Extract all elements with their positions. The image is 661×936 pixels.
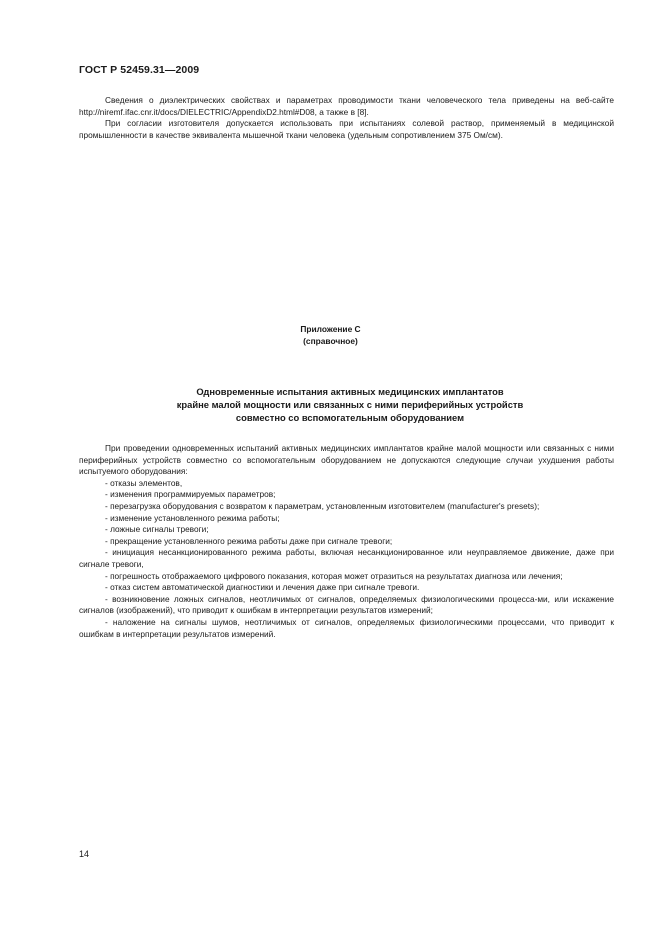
list-item: - наложение на сигналы шумов, неотличимых от сигналов, определяемых физиологическими процессами, что приводит к ошибкам в интерпретации результатов измерений. <box>79 616 614 639</box>
appendix-type: (справочное) <box>303 336 358 346</box>
intro-section <box>79 95 614 141</box>
document-header: ГОСТ Р 52459.31—2009 <box>79 64 200 76</box>
list-item: - отказ систем автоматической диагностики и лечения даже при сигнале тревоги. <box>105 582 420 593</box>
list-item: - отказы элементов, <box>105 477 183 488</box>
intro-paragraph: Сведения о диэлектрических свойствах и параметрах проводимости ткани человеческого тела приведены на веб-сайте http://niremf.ifac.cnr.it/docs/DIELECTRIC/AppendixD2.html#D08, а также в [8]. <box>79 95 614 117</box>
body-intro-paragraph: При проведении одновременных испытаний активных медицинских имплантатов крайне малой мощности или связанных с ними периферийных устройств совместно со вспомогательным оборудованием не допускаются следующие случаи ухудшения работы испытуемого оборудования: <box>79 443 614 477</box>
list-item: - инициация несанкционированного режима работы, включая несанкционированное или неуправляемое движение, даже при сигнале тревоги, <box>79 547 614 569</box>
list-item: - изменения программируемых параметров; <box>105 489 276 500</box>
intro-paragraph: При согласии изготовителя допускается использовать при испытаниях солевой раствор, применяемый в медицинской промышленности в качестве эквивалента мышечной ткани человека (удельным сопротивлением 375 Ом/см). <box>79 118 614 140</box>
list-item: - перезагрузка оборудования с возвратом к параметрам, установленным изготовителем (manufacturer's presets); <box>105 500 540 511</box>
appendix-label: Приложение С <box>300 324 361 334</box>
list-item: - возникновение ложных сигналов, неотличимых от сигналов, определяемых физиологическими процесса-ми, или искажение сигналов (изображений), что приводит к ошибкам в интерпретации результатов измерений; <box>79 593 614 616</box>
list-item: - погрешность отображаемого цифрового показания, которая может отразиться на результатах диагноза или лечения; <box>105 570 563 581</box>
appendix-title-line: совместно со вспомогательным оборудованием <box>235 412 465 423</box>
appendix-title-line: крайне малой мощности или связанных с ними периферийных устройств <box>176 399 524 410</box>
list-item: - ложные сигналы тревоги; <box>105 524 209 535</box>
appendix-title-line: Одновременные испытания активных медицинских имплантатов <box>196 386 504 397</box>
appendix-body <box>79 443 614 640</box>
list-item: - изменение установленного режима работы; <box>105 512 280 523</box>
appendix-title <box>100 385 600 424</box>
list-item: - прекращение установленного режима работы даже при сигнале тревоги; <box>105 535 393 546</box>
page-number: 14 <box>79 849 90 859</box>
